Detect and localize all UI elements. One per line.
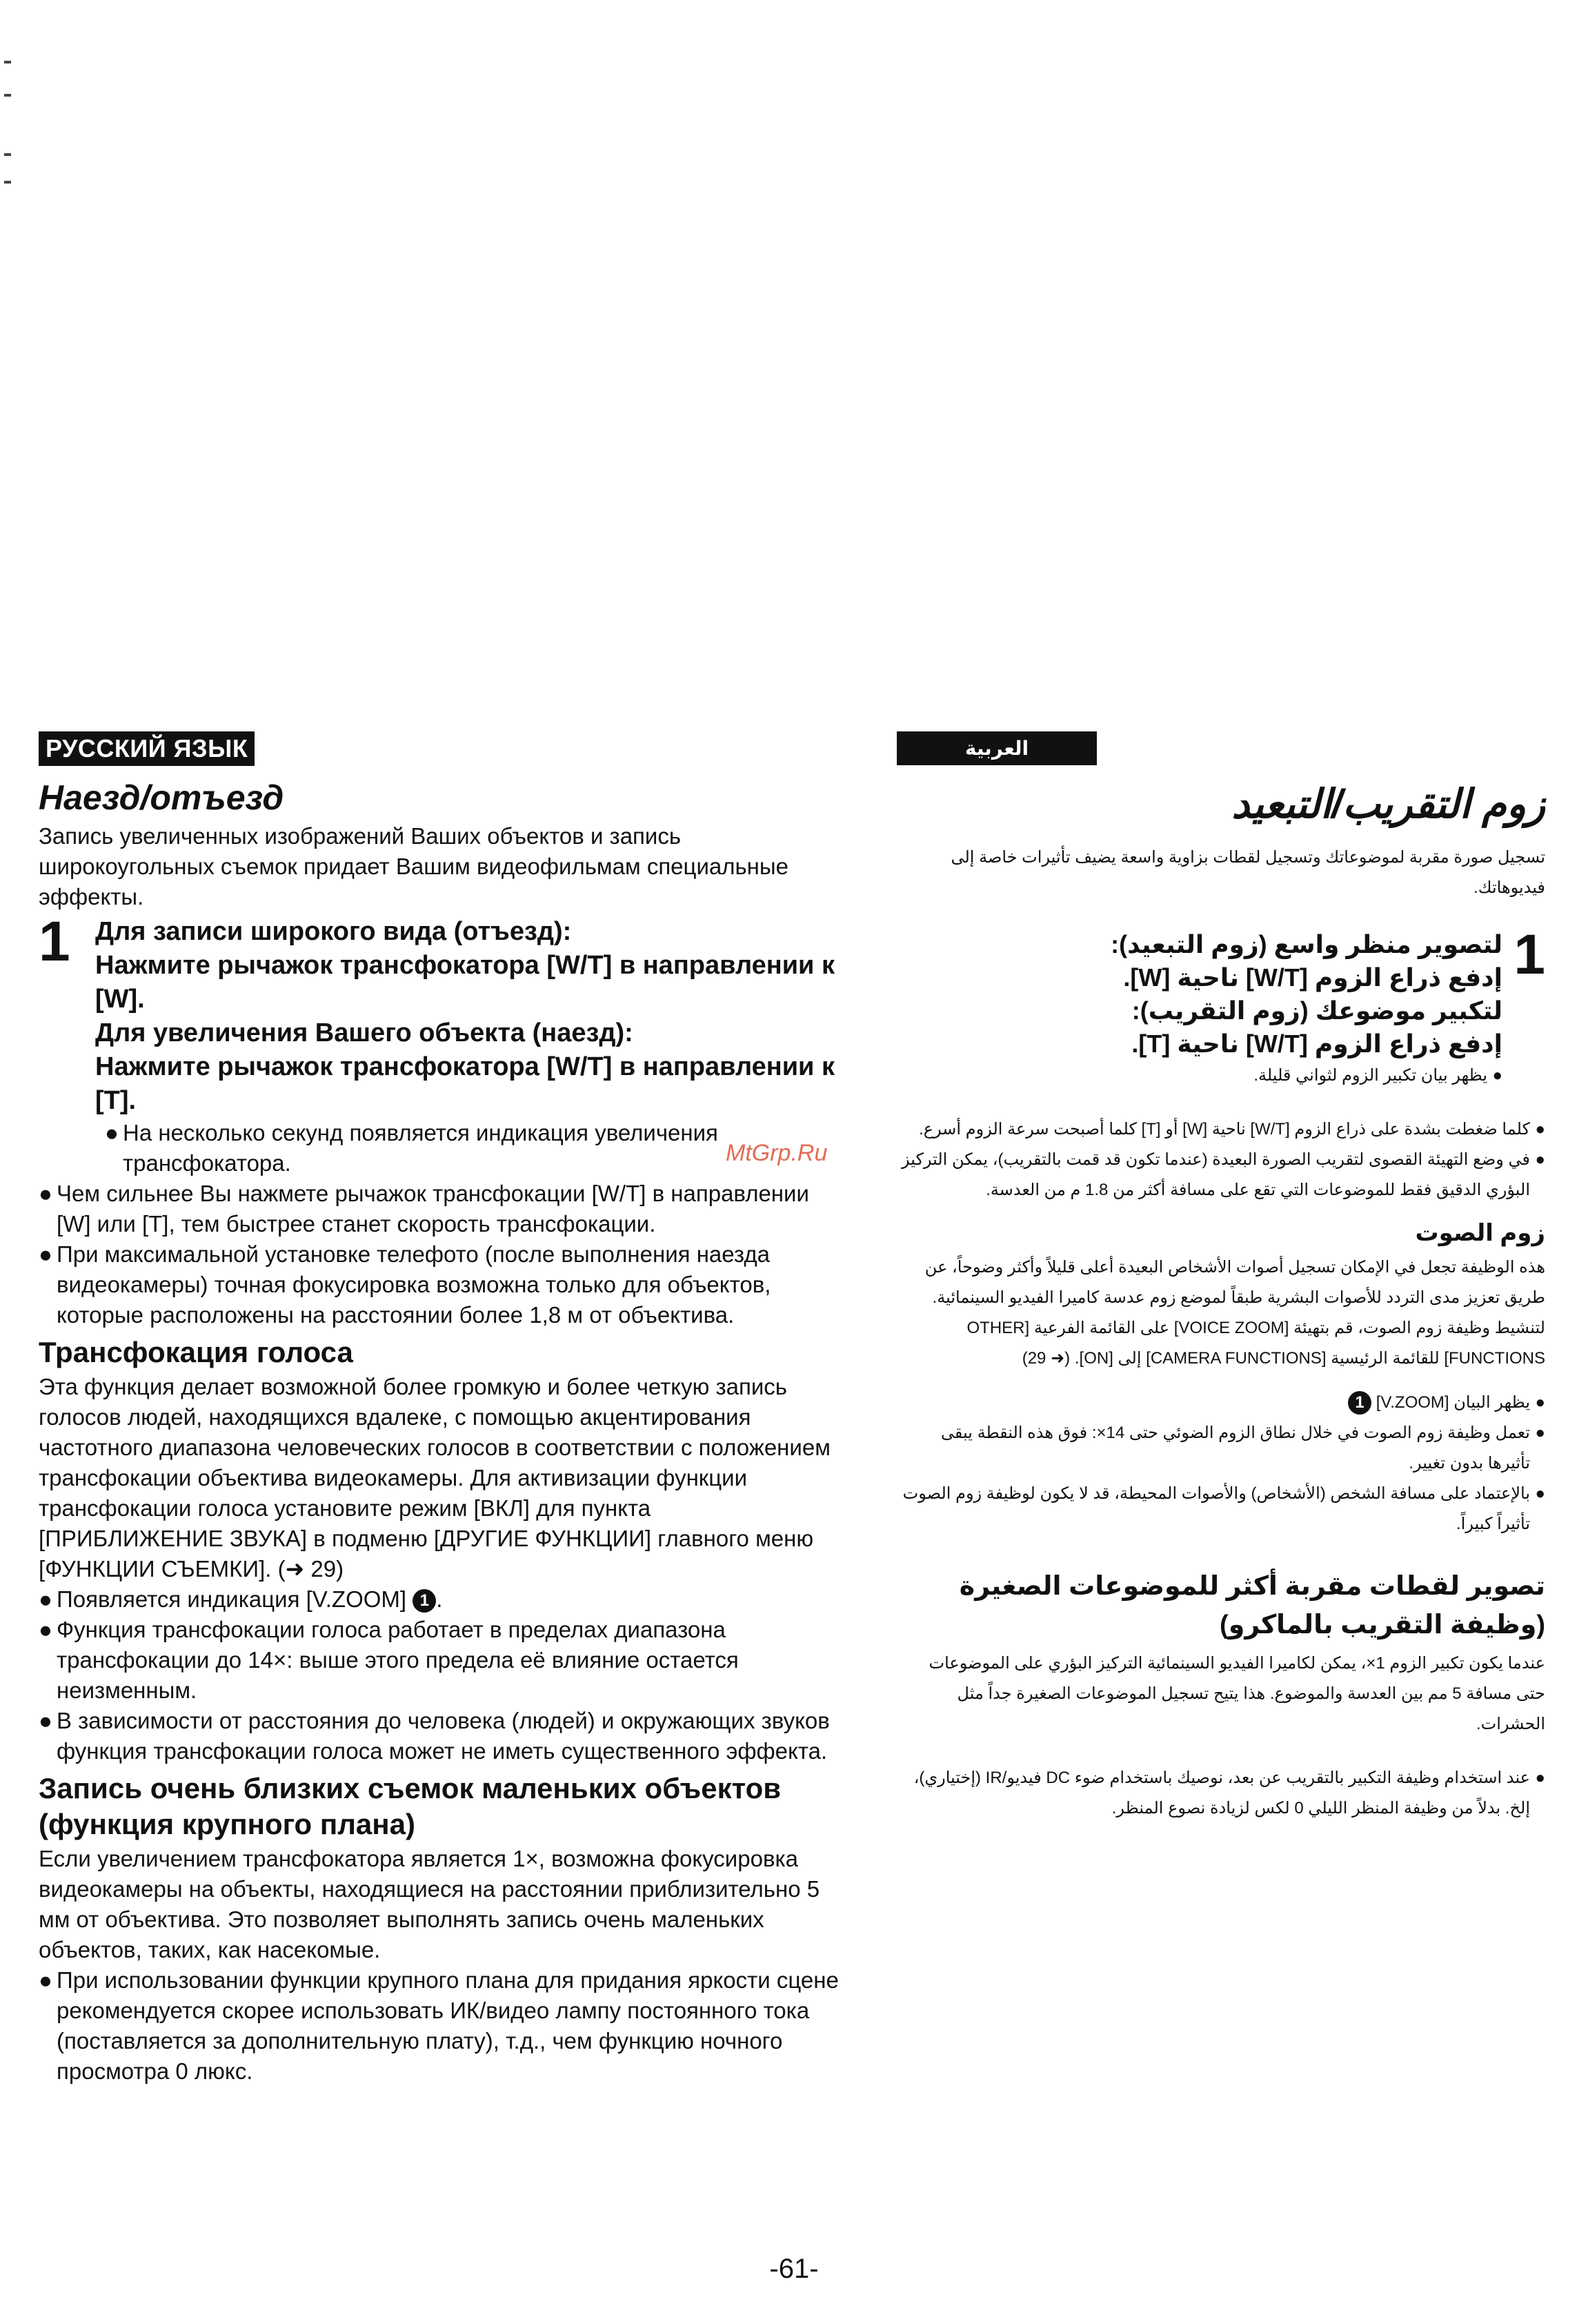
- list-item: ● في وضع التهيئة القصوى لتقريب الصورة البعيدة (عندما تكون قد قمت بالتقريب)، يمكن التركيز البؤري الدقيق فقط للموضوعات التي تقع على مسافة أكثر من 1.8 م من العدسة.: [901, 1150, 1545, 1199]
- step-line: Нажмите рычажок трансфокатора [W/T] в направлении к [T].: [95, 1052, 835, 1115]
- step-1: [897, 923, 1545, 1091]
- step-line: Нажмите рычажок трансфокатора [W/T] в направлении к [W].: [95, 950, 835, 1014]
- macro-paragraph: عندما يكون تكبير الزوم 1×، يمكن لكاميرا الفيديو السينمائية التركيز البؤري على الموضوعات حتى مسافة 5 مم بين العدسة والموضوع. هذا يتيح تسجيل الموضوعات الصغيرة جداً مثل الحشرات.: [929, 1653, 1545, 1733]
- list-item: ● يظهر البيان [V.ZOOM] 1: [897, 1388, 1545, 1418]
- list-item: ● بالإعتماد على مسافة الشخص (الأشخاص) والأصوات المحيطة، قد لا يكون لوظيفة زوم الصوت تأثيراً كبيراً.: [902, 1484, 1545, 1533]
- step-line: إدفع ذراع الزوم [W/T] ناحية [T].: [1131, 1029, 1502, 1058]
- step-number: 1: [1513, 923, 1545, 986]
- list-item: ● При максимальной установке телефото (после выполнения наезда видеокамеры) точная фокусировка возможна только для объектов, которые расположены на расстоянии более 1,8 м от объектива.: [39, 1241, 771, 1328]
- step-line: Для записи широкого вида (отъезд):: [95, 916, 572, 946]
- russian-column: [39, 731, 839, 2087]
- macro-paragraph: Если увеличением трансфокатора является 1×, возможна фокусировка видеокамеры на объекты, находящиеся на расстоянии приблизительно 5 мм от объектива. Это позволяет выполнять запись очень маленьких объектов, таких, как насекомые.: [39, 1845, 820, 1962]
- step-note: ● На несколько секунд появляется индикация увеличения трансфокатора.: [105, 1119, 718, 1176]
- voice-zoom-heading: Трансфокация голоса: [39, 1335, 353, 1368]
- margin-mark: [4, 153, 11, 156]
- step-number: 1: [39, 909, 70, 973]
- list-item: ● Появляется индикация [V.ZOOM] 1 .: [39, 1586, 443, 1612]
- language-label: العربية: [897, 731, 1097, 765]
- list-item: ● При использовании функции крупного плана для придания яркости сцене рекомендуется скорее использовать ИК/видео лампу постоянного тока (поставляется за дополнительную плату), т.д., чем функцию ночного просмотра 0 люкс.: [39, 1967, 839, 2084]
- step-note: ● يظهر بيان تكبير الزوم لثواني قليلة.: [1253, 1065, 1502, 1085]
- intro-paragraph: Запись увеличенных изображений Ваших объектов и запись широкоугольных съемок придает Вашим видеофильмам специальные эффекты.: [39, 823, 788, 909]
- step-1: [39, 909, 839, 1179]
- step-line: لتكبير موضوعك (زوم التقريب):: [1131, 996, 1502, 1025]
- macro-heading: تصوير لقطات مقربة أكثر للموضوعات الصغيرة (وظيفة التقريب بالماكرو): [959, 1571, 1545, 1639]
- margin-mark: [4, 61, 11, 63]
- voice-zoom-paragraph: هذه الوظيفة تجعل في الإمكان تسجيل أصوات الأشخاص البعيدة أعلى قليلاً وأكثر وضوحاً، عن طريق تعزيز مدى التردد للأصوات البشرية طبقاً لموضع زوم عدسة كاميرا الفيديو السينمائية. لتنشيط وظيفة زوم الصوت، قم بتهيئة [VOICE ZOOM] على القائمة الفرعية [OTHER FUNCTIONS] للقائمة الرئيسية [CAMERA FUNCTIONS] إلى [ON]. (➜ 29): [924, 1257, 1545, 1368]
- step-line: لتصوير منظر واسع (زوم التبعيد):: [1111, 929, 1502, 958]
- list-item: ● Функция трансфокации голоса работает в пределах диапазона трансфокации до 14×: выше этого предела её влияние остается неизменным.: [39, 1616, 739, 1703]
- callout-number-icon: 1: [413, 1589, 436, 1613]
- step-line: إدفع ذراع الزوم [W/T] ناحية [W].: [1123, 963, 1502, 992]
- margin-mark: [4, 94, 11, 97]
- list-item: ● تعمل وظيفة زوم الصوت في خلال نطاق الزوم الضوئي حتى 14×: فوق هذه النقطة يبقى تأثيرها بدون تغيير.: [940, 1423, 1545, 1473]
- voice-zoom-heading: زوم الصوت: [1415, 1219, 1545, 1246]
- section-title: زوم التقريب/التبعيد: [1231, 782, 1545, 827]
- callout-number-icon: 1: [1348, 1391, 1371, 1415]
- margin-mark: [4, 181, 11, 184]
- list-item: ● كلما ضغطت بشدة على ذراع الزوم [W/T] ناحية [W] أو [T] كلما أصبحت سرعة الزوم أسرع.: [919, 1119, 1545, 1139]
- intro-paragraph: تسجيل صورة مقربة لموضوعاتك وتسجيل لقطات بزاوية واسعة يضيف تأثيرات خاصة إلى فيديوهاتك.: [951, 847, 1545, 897]
- list-item: ● عند استخدام وظيفة التكبير بالتقريب عن بعد، نوصيك باستخدام ضوء DC فيديو/IR (إختياري)، إلخ. بدلاً من وظيفة المنظر الليلي 0 لكس لزيادة نصوع المنظر.: [913, 1768, 1545, 1818]
- watermark: MtGrp.Ru: [726, 1140, 828, 1166]
- list-item: ● Чем сильнее Вы нажмете рычажок трансфокации [W/T] в направлении [W] или [T], тем быстрее станет скорость трансфокации.: [39, 1180, 809, 1237]
- voice-zoom-paragraph: Эта функция делает возможной более громкую и более четкую запись голосов людей, находящихся вдалеке, с помощью акцентирования частотного диапазона человеческих голосов в соответствии с положением трансфокации объектива видеокамеры. Для активизации функции трансфокации голоса установите режим [ВКЛ] для пункта [ПРИБЛИЖЕНИЕ ЗВУКА] в подменю [ДРУГИЕ ФУНКЦИИ] главного меню [ФУНКЦИИ СЪЕМКИ]. (➜ 29): [39, 1373, 831, 1582]
- arabic-column: [897, 731, 1545, 1824]
- language-label: РУССКИЙ ЯЗЫК: [39, 731, 255, 766]
- step-line: Для увеличения Вашего объекта (наезд):: [95, 1018, 633, 1047]
- macro-heading: Запись очень близких съемок маленьких объектов (функция крупного плана): [39, 1771, 782, 1840]
- section-title: Наезд/отъезд: [39, 778, 284, 817]
- page-number: -61-: [769, 2254, 819, 2284]
- list-item: ● В зависимости от расстояния до человека (людей) и окружающих звуков функция трансфокации голоса может не иметь существенного эффекта.: [39, 1707, 830, 1764]
